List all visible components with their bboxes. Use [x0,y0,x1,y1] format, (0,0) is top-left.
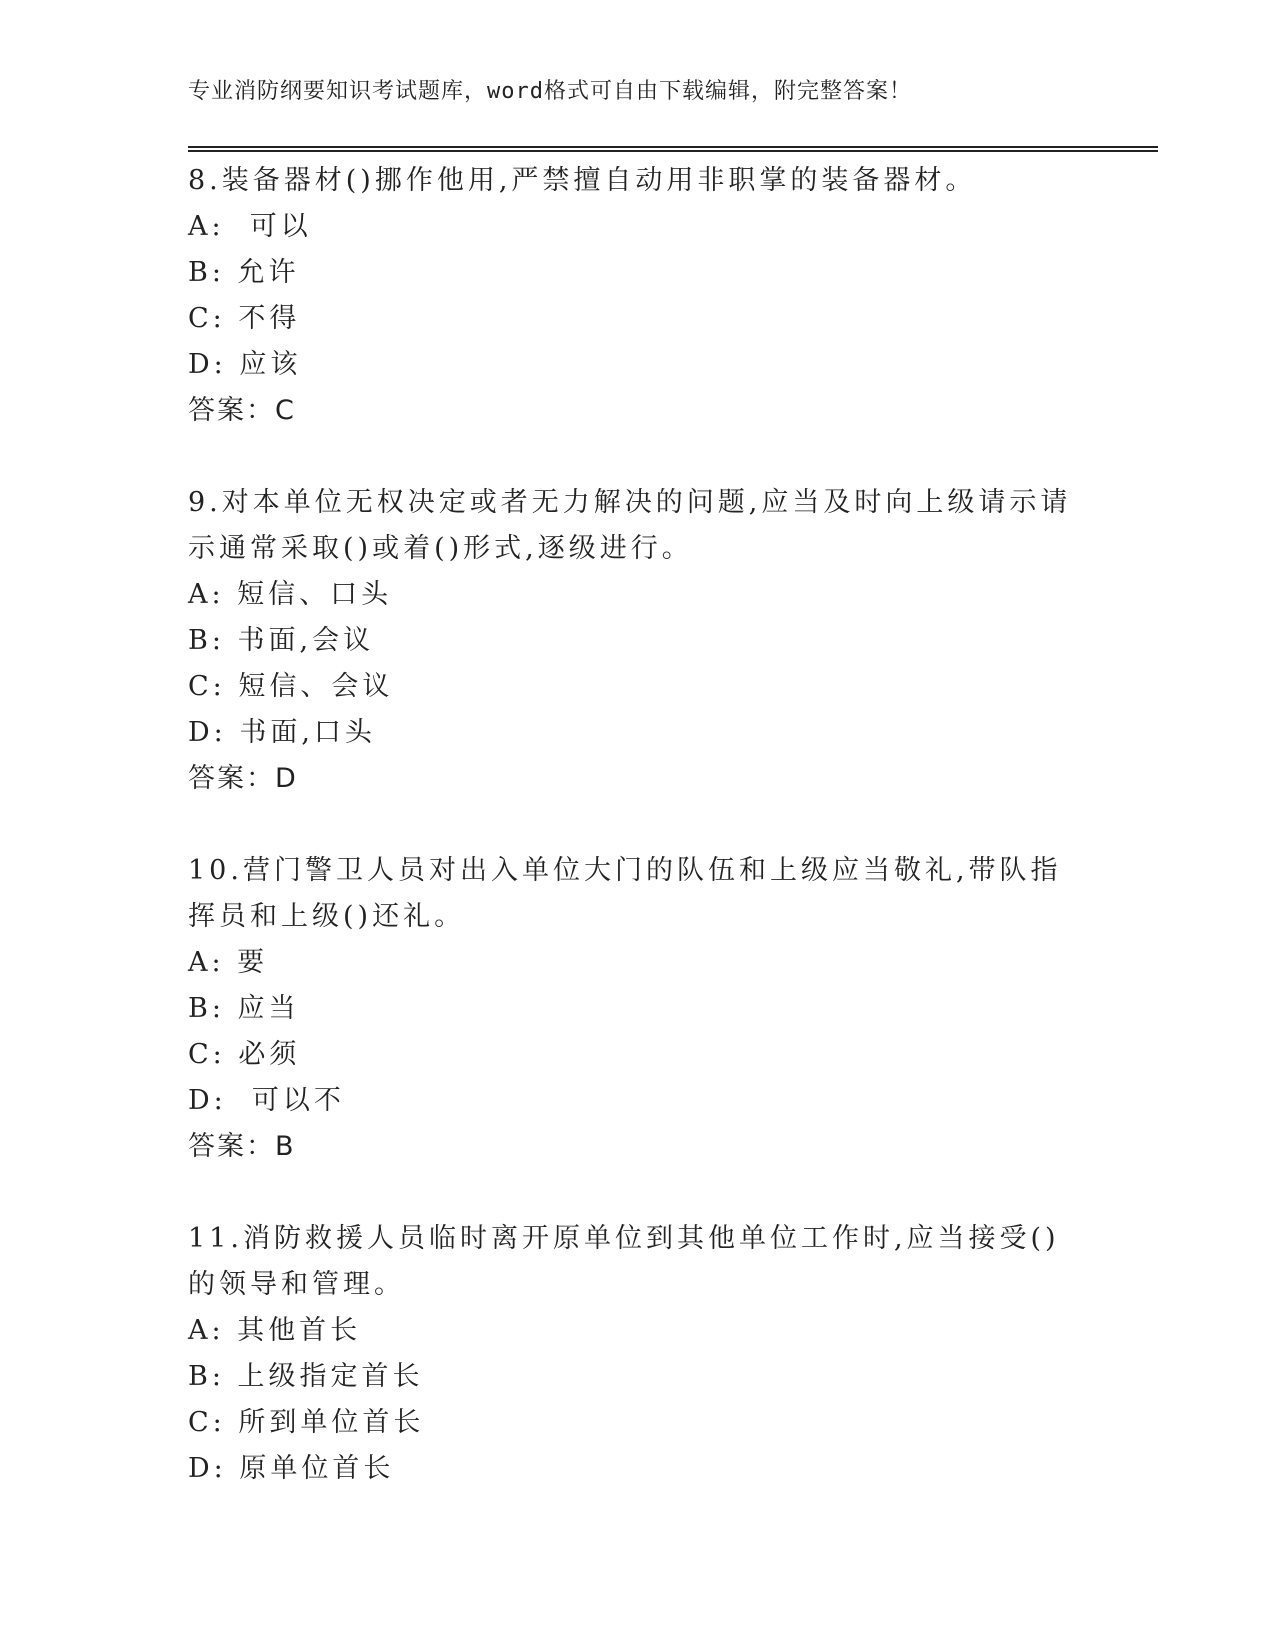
question-stem: 11.消防救援人员临时离开原单位到其他单位工作时,应当接受()的领导和管理。 [188,1223,1060,1300]
question-9 [188,480,1088,802]
option-b: B: 上级指定首长 [188,1361,424,1392]
question-stem: 8.装备器材()挪作他用,严禁擅自动用非职掌的装备器材。 [188,165,977,196]
question-8 [188,158,1088,434]
document-header: 专业消防纲要知识考试题库，word格式可自由下载编辑，附完整答案！ [188,79,912,104]
option-a: A: 可以 [188,211,312,242]
option-c: C: 所到单位首长 [188,1407,425,1438]
option-a: A: 短信、口头 [188,579,393,610]
option-a: A: 要 [188,947,269,978]
question-list [188,158,1088,1538]
answer-line: 答案：B [188,1131,296,1162]
option-b: B: 应当 [188,993,300,1024]
option-d: D: 书面,口头 [188,717,376,748]
option-d: D: 可以不 [188,1085,345,1116]
option-c: C: 必须 [188,1039,301,1070]
option-a: A: 其他首长 [188,1315,362,1346]
answer-line: 答案：D [188,763,298,794]
option-c: C: 不得 [188,303,301,334]
option-d: D: 原单位首长 [188,1453,395,1484]
question-11 [188,1216,1088,1492]
question-stem: 10.营门警卫人员对出入单位大门的队伍和上级应当敬礼,带队指挥员和上级()还礼。 [188,855,1062,932]
question-10 [188,848,1088,1170]
option-d: D: 应该 [188,349,302,380]
option-c: C: 短信、会议 [188,671,394,702]
option-b: B: 书面,会议 [188,625,375,656]
question-stem: 9.对本单位无权决定或者无力解决的问题,应当及时向上级请示请示通常采取()或着()形式,逐级进行。 [188,487,1072,564]
option-b: B: 允许 [188,257,300,288]
answer-line: 答案：C [188,395,296,426]
header-double-rule [188,146,1158,152]
